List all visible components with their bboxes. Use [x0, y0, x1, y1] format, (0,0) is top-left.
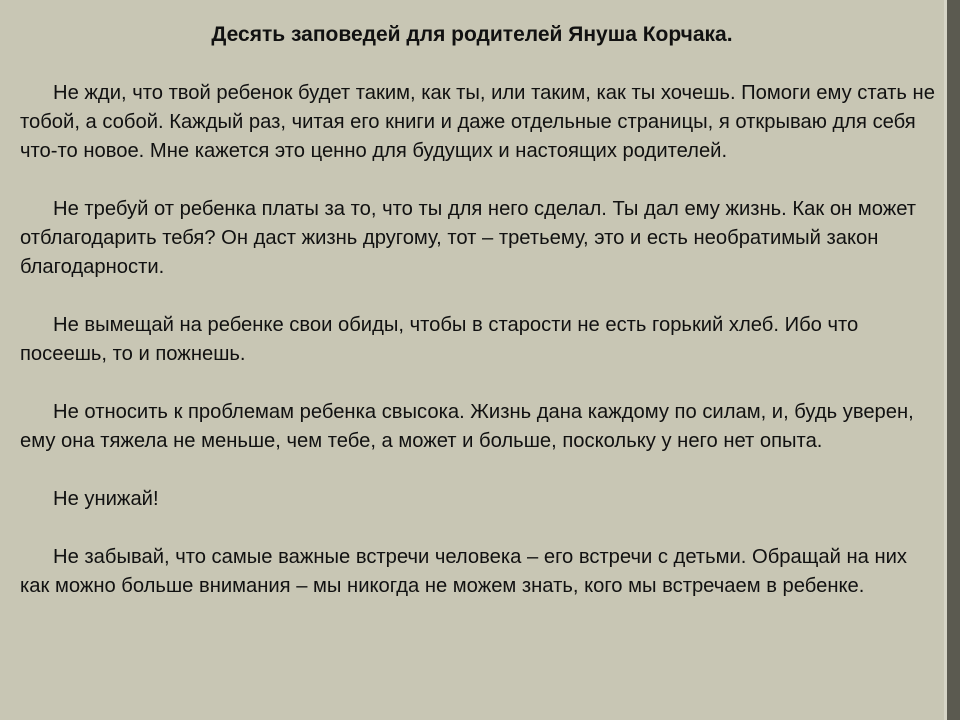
right-edge-strip: [944, 0, 960, 720]
paragraph-1: Не жди, что твой ребенок будет таким, как ты, или таким, как ты хочешь. Помоги ему стать не тобой, а собой. Каждый раз, читая его книги и даже отдельные страницы, я открываю для себя что-то новое. Мне кажется это ценно для будущих и настоящих родителей.: [20, 82, 935, 162]
paragraph-2: Не требуй от ребенка платы за то, что ты для него сделал. Ты дал ему жизнь. Как он может отблагодарить тебя? Он даст жизнь другому, тот – третьему, это и есть необратимый закон благодарности.: [20, 198, 917, 278]
slide-title: Десять заповедей для родителей Януша Корчака.: [211, 23, 733, 46]
paragraph-5: Не унижай!: [53, 488, 159, 510]
slide-body: [20, 79, 935, 601]
paragraph-6: Не забывай, что самые важные встречи человека – его встречи с детьми. Обращай на них как можно больше внимания – мы никогда не можем знать, кого мы встречаем в ребенке.: [20, 546, 907, 597]
paragraph-3: Не вымещай на ребенке свои обиды, чтобы в старости не есть горький хлеб. Ибо что посеешь, то и пожнешь.: [20, 314, 859, 365]
paragraph-4: Не относить к проблемам ребенка свысока. Жизнь дана каждому по силам, и, будь уверен, ему она тяжела не меньше, чем тебе, а может и больше, поскольку у него нет опыта.: [20, 401, 914, 452]
